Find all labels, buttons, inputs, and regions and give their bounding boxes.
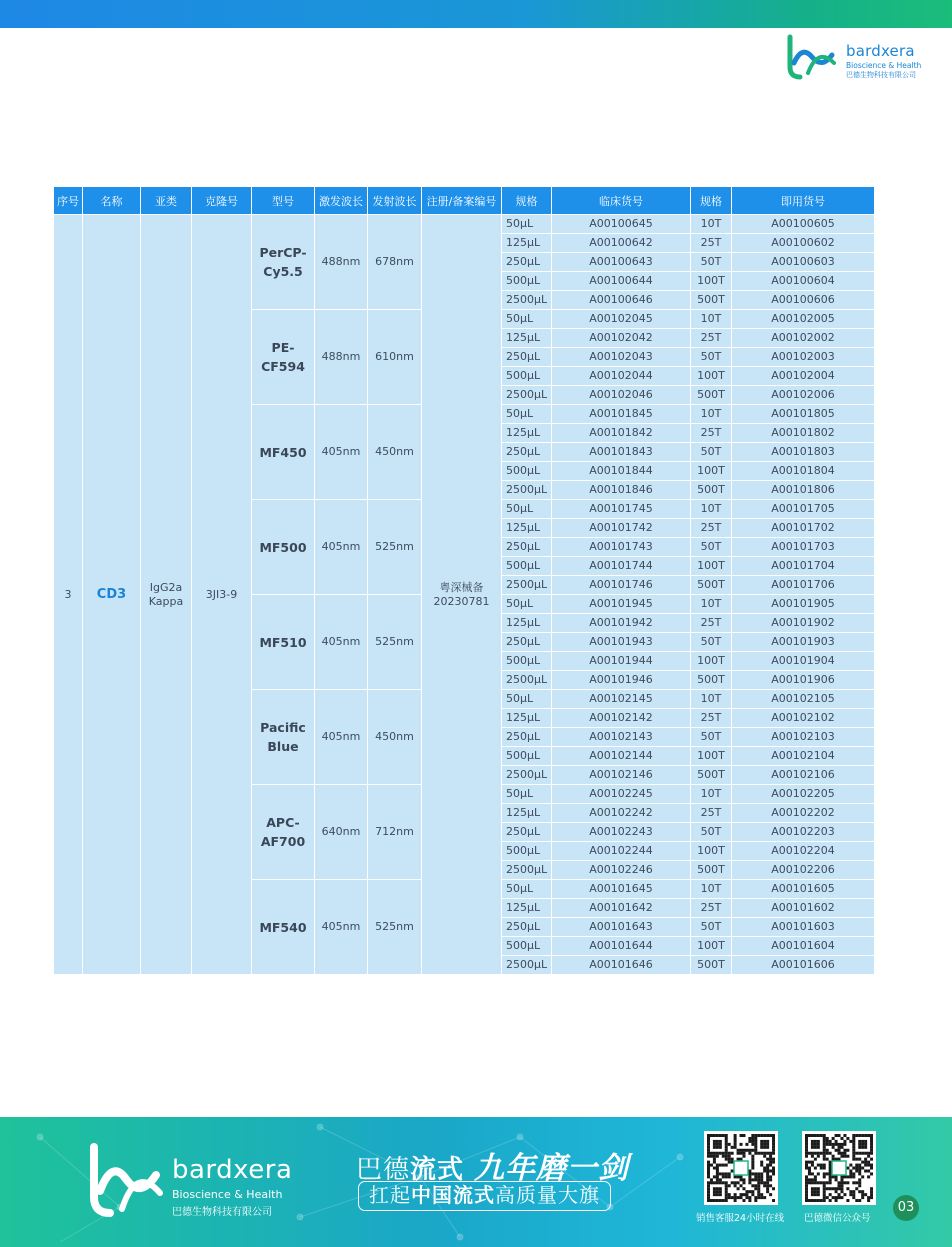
slogan-2c: 高质量大旗 xyxy=(495,1183,600,1207)
ready-item-number: A00102005 xyxy=(732,310,875,329)
clinical-item-number: A00102242 xyxy=(552,804,691,823)
brand-tagline: Bioscience & Health xyxy=(846,61,922,70)
test-spec: 100T xyxy=(691,367,732,386)
clinical-item-number: A00101942 xyxy=(552,614,691,633)
test-spec: 10T xyxy=(691,595,732,614)
fluorochrome-model: MF510 xyxy=(252,595,315,690)
ready-item-number: A00101902 xyxy=(732,614,875,633)
slogan-2a: 扛起 xyxy=(369,1183,411,1207)
volume-size: 2500μL xyxy=(502,481,552,500)
volume-size: 500μL xyxy=(502,842,552,861)
ready-item-number: A00102002 xyxy=(732,329,875,348)
ready-item-number: A00102102 xyxy=(732,709,875,728)
emission-wavelength: 450nm xyxy=(368,690,422,785)
test-spec: 25T xyxy=(691,899,732,918)
slogan-1-script: 九年磨一剑 xyxy=(474,1151,630,1186)
footer-brand-tagline: Bioscience & Health xyxy=(172,1188,283,1201)
registration-number: 粤深械备 20230781 xyxy=(422,215,502,975)
test-spec: 10T xyxy=(691,880,732,899)
volume-size: 50μL xyxy=(502,310,552,329)
brand-name: bardxera xyxy=(846,42,915,60)
test-spec: 50T xyxy=(691,253,732,272)
clinical-item-number: A00102246 xyxy=(552,861,691,880)
test-spec: 50T xyxy=(691,538,732,557)
ready-item-number: A00101705 xyxy=(732,500,875,519)
product-name: CD3 xyxy=(83,215,141,975)
clinical-item-number: A00102042 xyxy=(552,329,691,348)
test-spec: 500T xyxy=(691,861,732,880)
volume-size: 50μL xyxy=(502,405,552,424)
volume-size: 250μL xyxy=(502,918,552,937)
volume-size: 250μL xyxy=(502,253,552,272)
product-subclass: IgG2a Kappa xyxy=(141,215,192,975)
test-spec: 50T xyxy=(691,633,732,652)
clinical-item-number: A00101844 xyxy=(552,462,691,481)
clinical-item-number: A00102245 xyxy=(552,785,691,804)
col-header-clone: 克隆号 xyxy=(192,187,252,215)
emission-wavelength: 712nm xyxy=(368,785,422,880)
clinical-item-number: A00100644 xyxy=(552,272,691,291)
brand-company: 巴德生物科技有限公司 xyxy=(846,71,916,79)
col-header-size: 规格 xyxy=(502,187,552,215)
test-spec: 10T xyxy=(691,500,732,519)
volume-size: 500μL xyxy=(502,557,552,576)
test-spec: 500T xyxy=(691,766,732,785)
test-spec: 500T xyxy=(691,481,732,500)
slogan-1a: 巴德 xyxy=(356,1155,411,1185)
test-spec: 10T xyxy=(691,405,732,424)
volume-size: 2500μL xyxy=(502,671,552,690)
col-header-ready-no: 即用货号 xyxy=(732,187,875,215)
volume-size: 250μL xyxy=(502,443,552,462)
volume-size: 50μL xyxy=(502,880,552,899)
fluorochrome-model: MF450 xyxy=(252,405,315,500)
volume-size: 2500μL xyxy=(502,291,552,310)
volume-size: 500μL xyxy=(502,272,552,291)
bardxera-logo-icon xyxy=(84,1141,168,1221)
footer-logo xyxy=(84,1141,294,1221)
ready-item-number: A00101603 xyxy=(732,918,875,937)
test-spec: 100T xyxy=(691,842,732,861)
top-gradient-bar xyxy=(0,0,952,28)
clinical-item-number: A00102143 xyxy=(552,728,691,747)
sales-qr-code[interactable] xyxy=(704,1131,778,1205)
test-spec: 100T xyxy=(691,462,732,481)
volume-size: 125μL xyxy=(502,709,552,728)
product-index: 3 xyxy=(54,215,83,975)
clinical-item-number: A00101843 xyxy=(552,443,691,462)
emission-wavelength: 525nm xyxy=(368,595,422,690)
excitation-wavelength: 405nm xyxy=(315,880,368,975)
clinical-item-number: A00102142 xyxy=(552,709,691,728)
ready-item-number: A00102004 xyxy=(732,367,875,386)
bardxera-logo-icon xyxy=(784,33,842,81)
ready-item-number: A00101804 xyxy=(732,462,875,481)
test-spec: 50T xyxy=(691,918,732,937)
test-spec: 500T xyxy=(691,671,732,690)
footer-brand-company: 巴德生物科技有限公司 xyxy=(172,1207,272,1218)
volume-size: 500μL xyxy=(502,652,552,671)
clinical-item-number: A00101743 xyxy=(552,538,691,557)
ready-item-number: A00101606 xyxy=(732,956,875,975)
excitation-wavelength: 488nm xyxy=(315,215,368,310)
footer-banner xyxy=(0,1117,952,1247)
test-spec: 25T xyxy=(691,424,732,443)
volume-size: 2500μL xyxy=(502,956,552,975)
fluorochrome-model: PE-CF594 xyxy=(252,310,315,405)
volume-size: 50μL xyxy=(502,500,552,519)
test-spec: 10T xyxy=(691,690,732,709)
clinical-item-number: A00102046 xyxy=(552,386,691,405)
ready-item-number: A00100603 xyxy=(732,253,875,272)
excitation-wavelength: 488nm xyxy=(315,310,368,405)
clinical-item-number: A00101646 xyxy=(552,956,691,975)
excitation-wavelength: 640nm xyxy=(315,785,368,880)
test-spec: 50T xyxy=(691,823,732,842)
ready-item-number: A00102104 xyxy=(732,747,875,766)
clinical-item-number: A00102043 xyxy=(552,348,691,367)
ready-item-number: A00102106 xyxy=(732,766,875,785)
volume-size: 50μL xyxy=(502,595,552,614)
volume-size: 2500μL xyxy=(502,861,552,880)
ready-item-number: A00102202 xyxy=(732,804,875,823)
slogan-2b: 中国流式 xyxy=(411,1183,495,1207)
volume-size: 125μL xyxy=(502,804,552,823)
qr-code-icon xyxy=(707,1134,775,1202)
volume-size: 50μL xyxy=(502,785,552,804)
test-spec: 10T xyxy=(691,215,732,234)
sales-qr-caption: 销售客服24小时在线 xyxy=(696,1213,785,1224)
clinical-item-number: A00100645 xyxy=(552,215,691,234)
ready-item-number: A00101702 xyxy=(732,519,875,538)
test-spec: 25T xyxy=(691,804,732,823)
page-number: 03 xyxy=(893,1195,919,1221)
excitation-wavelength: 405nm xyxy=(315,690,368,785)
test-spec: 100T xyxy=(691,272,732,291)
qr-code-icon xyxy=(805,1134,873,1202)
col-header-emission: 发射波长 xyxy=(368,187,422,215)
col-header-clinical-no: 临床货号 xyxy=(552,187,691,215)
volume-size: 125μL xyxy=(502,899,552,918)
clinical-item-number: A00100646 xyxy=(552,291,691,310)
test-spec: 100T xyxy=(691,747,732,766)
table-row xyxy=(54,215,875,234)
ready-item-number: A00101903 xyxy=(732,633,875,652)
table-body xyxy=(54,215,875,975)
ready-item-number: A00101906 xyxy=(732,671,875,690)
volume-size: 500μL xyxy=(502,462,552,481)
fluorochrome-model: Pacific Blue xyxy=(252,690,315,785)
test-spec: 50T xyxy=(691,348,732,367)
ready-item-number: A00102103 xyxy=(732,728,875,747)
clinical-item-number: A00102145 xyxy=(552,690,691,709)
wechat-qr-caption: 巴德微信公众号 xyxy=(804,1213,871,1224)
excitation-wavelength: 405nm xyxy=(315,500,368,595)
volume-size: 50μL xyxy=(502,215,552,234)
clinical-item-number: A00101945 xyxy=(552,595,691,614)
volume-size: 125μL xyxy=(502,614,552,633)
ready-item-number: A00100605 xyxy=(732,215,875,234)
clinical-item-number: A00102144 xyxy=(552,747,691,766)
test-spec: 50T xyxy=(691,443,732,462)
ready-item-number: A00101905 xyxy=(732,595,875,614)
slogan-line-2 xyxy=(358,1181,611,1211)
ready-item-number: A00102003 xyxy=(732,348,875,367)
clinical-item-number: A00102045 xyxy=(552,310,691,329)
header-logo xyxy=(784,33,934,81)
footer-brand-name: bardxera xyxy=(172,1155,293,1185)
clinical-item-number: A00101745 xyxy=(552,500,691,519)
volume-size: 250μL xyxy=(502,823,552,842)
emission-wavelength: 450nm xyxy=(368,405,422,500)
clinical-item-number: A00100642 xyxy=(552,234,691,253)
ready-item-number: A00102204 xyxy=(732,842,875,861)
clinical-item-number: A00101744 xyxy=(552,557,691,576)
clinical-item-number: A00102044 xyxy=(552,367,691,386)
product-spec-table xyxy=(53,186,875,975)
clinical-item-number: A00101644 xyxy=(552,937,691,956)
table-header-row xyxy=(54,187,875,215)
ready-item-number: A00100604 xyxy=(732,272,875,291)
ready-item-number: A00102006 xyxy=(732,386,875,405)
ready-item-number: A00101703 xyxy=(732,538,875,557)
col-header-registration: 注册/备案编号 xyxy=(422,187,502,215)
wechat-qr-code[interactable] xyxy=(802,1131,876,1205)
clinical-item-number: A00101742 xyxy=(552,519,691,538)
emission-wavelength: 525nm xyxy=(368,500,422,595)
volume-size: 125μL xyxy=(502,234,552,253)
volume-size: 250μL xyxy=(502,538,552,557)
volume-size: 125μL xyxy=(502,519,552,538)
ready-item-number: A00101802 xyxy=(732,424,875,443)
test-spec: 500T xyxy=(691,956,732,975)
fluorochrome-model: MF540 xyxy=(252,880,315,975)
volume-size: 2500μL xyxy=(502,386,552,405)
test-spec: 50T xyxy=(691,728,732,747)
clinical-item-number: A00101645 xyxy=(552,880,691,899)
volume-size: 2500μL xyxy=(502,576,552,595)
clinical-item-number: A00101746 xyxy=(552,576,691,595)
col-header-model: 型号 xyxy=(252,187,315,215)
clinical-item-number: A00102243 xyxy=(552,823,691,842)
clinical-item-number: A00101842 xyxy=(552,424,691,443)
fluorochrome-model: MF500 xyxy=(252,500,315,595)
test-spec: 100T xyxy=(691,652,732,671)
test-spec: 500T xyxy=(691,576,732,595)
test-spec: 500T xyxy=(691,291,732,310)
test-spec: 25T xyxy=(691,329,732,348)
emission-wavelength: 610nm xyxy=(368,310,422,405)
fluorochrome-model: PerCP-Cy5.5 xyxy=(252,215,315,310)
slogan-1b: 流式 xyxy=(410,1155,465,1185)
test-spec: 25T xyxy=(691,709,732,728)
ready-item-number: A00102206 xyxy=(732,861,875,880)
ready-item-number: A00100606 xyxy=(732,291,875,310)
ready-item-number: A00101605 xyxy=(732,880,875,899)
volume-size: 250μL xyxy=(502,633,552,652)
clinical-item-number: A00101643 xyxy=(552,918,691,937)
clinical-item-number: A00101846 xyxy=(552,481,691,500)
volume-size: 500μL xyxy=(502,367,552,386)
ready-item-number: A00101806 xyxy=(732,481,875,500)
volume-size: 250μL xyxy=(502,728,552,747)
volume-size: 500μL xyxy=(502,937,552,956)
ready-item-number: A00101602 xyxy=(732,899,875,918)
clinical-item-number: A00100643 xyxy=(552,253,691,272)
excitation-wavelength: 405nm xyxy=(315,595,368,690)
col-header-subclass: 亚类 xyxy=(141,187,192,215)
emission-wavelength: 678nm xyxy=(368,215,422,310)
clinical-item-number: A00101845 xyxy=(552,405,691,424)
volume-size: 125μL xyxy=(502,424,552,443)
volume-size: 50μL xyxy=(502,690,552,709)
emission-wavelength: 525nm xyxy=(368,880,422,975)
test-spec: 25T xyxy=(691,519,732,538)
test-spec: 10T xyxy=(691,785,732,804)
test-spec: 500T xyxy=(691,386,732,405)
ready-item-number: A00101803 xyxy=(732,443,875,462)
clinical-item-number: A00101642 xyxy=(552,899,691,918)
ready-item-number: A00102203 xyxy=(732,823,875,842)
volume-size: 500μL xyxy=(502,747,552,766)
clinical-item-number: A00101944 xyxy=(552,652,691,671)
ready-item-number: A00100602 xyxy=(732,234,875,253)
test-spec: 25T xyxy=(691,614,732,633)
clinical-item-number: A00102146 xyxy=(552,766,691,785)
volume-size: 2500μL xyxy=(502,766,552,785)
test-spec: 100T xyxy=(691,557,732,576)
col-header-index: 序号 xyxy=(54,187,83,215)
test-spec: 10T xyxy=(691,310,732,329)
ready-item-number: A00101706 xyxy=(732,576,875,595)
col-header-spec: 规格 xyxy=(691,187,732,215)
clinical-item-number: A00101946 xyxy=(552,671,691,690)
ready-item-number: A00102205 xyxy=(732,785,875,804)
col-header-name: 名称 xyxy=(83,187,141,215)
product-clone: 3JI3-9 xyxy=(192,215,252,975)
col-header-excitation: 激发波长 xyxy=(315,187,368,215)
excitation-wavelength: 405nm xyxy=(315,405,368,500)
volume-size: 125μL xyxy=(502,329,552,348)
test-spec: 100T xyxy=(691,937,732,956)
volume-size: 250μL xyxy=(502,348,552,367)
ready-item-number: A00101904 xyxy=(732,652,875,671)
ready-item-number: A00102105 xyxy=(732,690,875,709)
clinical-item-number: A00102244 xyxy=(552,842,691,861)
ready-item-number: A00101805 xyxy=(732,405,875,424)
fluorochrome-model: APC-AF700 xyxy=(252,785,315,880)
test-spec: 25T xyxy=(691,234,732,253)
clinical-item-number: A00101943 xyxy=(552,633,691,652)
ready-item-number: A00101704 xyxy=(732,557,875,576)
ready-item-number: A00101604 xyxy=(732,937,875,956)
